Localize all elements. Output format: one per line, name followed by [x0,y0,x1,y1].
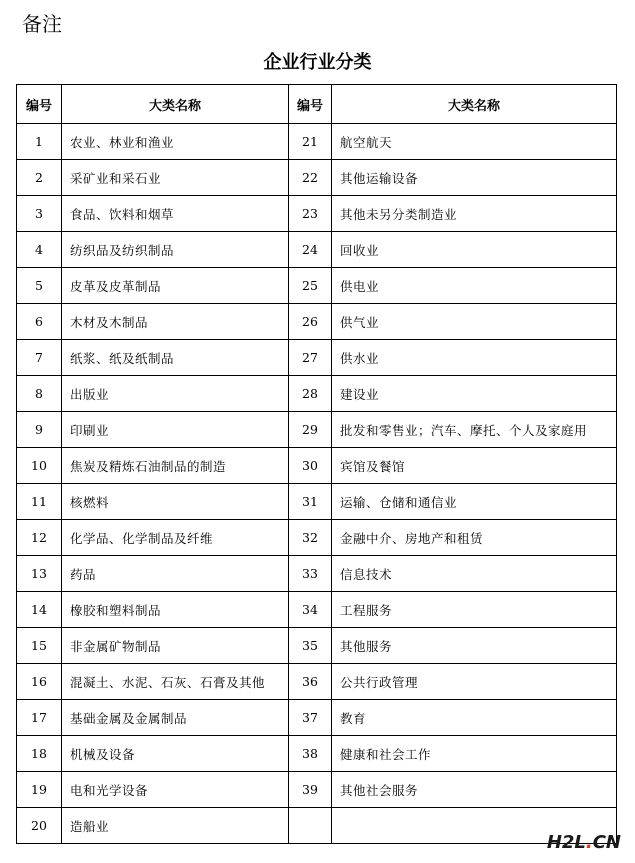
table-row [17,808,617,844]
row-category-left: 橡胶和塑料制品 [62,592,289,628]
row-code-left: 19 [17,772,62,808]
row-code-right: 35 [289,628,332,664]
table-row [17,232,617,268]
row-code-right: 22 [289,160,332,196]
row-category-left: 焦炭及精炼石油制品的制造 [62,448,289,484]
row-code-left: 14 [17,592,62,628]
row-category-left: 混凝土、水泥、石灰、石膏及其他 [62,664,289,700]
header-category-left: 大类名称 [62,85,289,124]
row-category-left: 药品 [62,556,289,592]
row-code-right: 38 [289,736,332,772]
header-code-left: 编号 [17,85,62,124]
row-code-right: 25 [289,268,332,304]
table-row [17,448,617,484]
row-category-right: 航空航天 [332,124,617,160]
table-body [17,124,617,844]
row-code-left: 9 [17,412,62,448]
table-row [17,376,617,412]
row-category-right: 供气业 [332,304,617,340]
row-code-right: 27 [289,340,332,376]
row-category-right: 信息技术 [332,556,617,592]
row-category-left: 核燃料 [62,484,289,520]
industry-classification-table [16,84,617,844]
row-category-right: 供电业 [332,268,617,304]
row-code-left: 2 [17,160,62,196]
row-category-right: 其他运输设备 [332,160,617,196]
row-category-right: 金融中介、房地产和租赁 [332,520,617,556]
row-code-left: 18 [17,736,62,772]
row-code-left: 6 [17,304,62,340]
row-category-left: 纺织品及纺织制品 [62,232,289,268]
row-code-right: 28 [289,376,332,412]
row-category-right: 其他社会服务 [332,772,617,808]
row-category-right: 其他未另分类制造业 [332,196,617,232]
row-code-left: 16 [17,664,62,700]
row-category-right: 教育 [332,700,617,736]
row-category-right: 其他服务 [332,628,617,664]
row-category-left: 纸浆、纸及纸制品 [62,340,289,376]
table-header-row [17,85,617,124]
row-category-right: 宾馆及餐馆 [332,448,617,484]
row-code-right: 39 [289,772,332,808]
row-category-right: 健康和社会工作 [332,736,617,772]
row-code-left: 15 [17,628,62,664]
table-row [17,700,617,736]
row-category-left: 基础金属及金属制品 [62,700,289,736]
row-category-left: 出版业 [62,376,289,412]
row-category-right: 批发和零售业；汽车、摩托、个人及家庭用 [332,412,617,448]
row-category-left: 食品、饮料和烟草 [62,196,289,232]
row-code-left: 3 [17,196,62,232]
row-category-left: 造船业 [62,808,289,844]
row-code-right: 37 [289,700,332,736]
row-code-right: 31 [289,484,332,520]
table-row [17,160,617,196]
row-code-right: 32 [289,520,332,556]
table-row [17,628,617,664]
row-code-left: 10 [17,448,62,484]
row-code-left: 7 [17,340,62,376]
row-category-left: 采矿业和采石业 [62,160,289,196]
row-code-right: 26 [289,304,332,340]
row-code-right: 21 [289,124,332,160]
row-category-left: 木材及木制品 [62,304,289,340]
row-category-right: 供水业 [332,340,617,376]
row-category-left: 印刷业 [62,412,289,448]
header-category-right: 大类名称 [332,85,617,124]
row-code-right: 29 [289,412,332,448]
row-category-left: 电和光学设备 [62,772,289,808]
table-row [17,772,617,808]
table-row [17,268,617,304]
table-row [17,196,617,232]
row-category-right: 回收业 [332,232,617,268]
row-code-left: 1 [17,124,62,160]
row-category-right: 公共行政管理 [332,664,617,700]
remark-label: 备注 [22,12,62,36]
row-code-right [289,808,332,844]
page-title: 企业行业分类 [263,52,372,73]
row-category-right: 运输、仓储和通信业 [332,484,617,520]
table-row [17,736,617,772]
table-row [17,592,617,628]
row-code-left: 20 [17,808,62,844]
table-row [17,664,617,700]
row-code-left: 11 [17,484,62,520]
table-row [17,556,617,592]
row-category-left: 非金属矿物制品 [62,628,289,664]
row-code-left: 4 [17,232,62,268]
row-code-left: 17 [17,700,62,736]
row-category-left: 化学品、化学制品及纤维 [62,520,289,556]
row-code-right: 23 [289,196,332,232]
row-category-left: 皮革及皮革制品 [62,268,289,304]
row-code-left: 5 [17,268,62,304]
row-code-left: 8 [17,376,62,412]
table-row [17,484,617,520]
table-row [17,340,617,376]
table-row [17,412,617,448]
table-row [17,304,617,340]
row-code-right: 36 [289,664,332,700]
row-code-right: 24 [289,232,332,268]
row-category-left: 机械及设备 [62,736,289,772]
table-row [17,124,617,160]
watermark-logo: H2L.CN [546,832,621,853]
header-code-right: 编号 [289,85,332,124]
row-code-right: 33 [289,556,332,592]
row-category-right: 工程服务 [332,592,617,628]
row-code-left: 12 [17,520,62,556]
table-row [17,520,617,556]
row-code-left: 13 [17,556,62,592]
row-category-left: 农业、林业和渔业 [62,124,289,160]
row-code-right: 34 [289,592,332,628]
row-code-right: 30 [289,448,332,484]
row-category-right: 建设业 [332,376,617,412]
